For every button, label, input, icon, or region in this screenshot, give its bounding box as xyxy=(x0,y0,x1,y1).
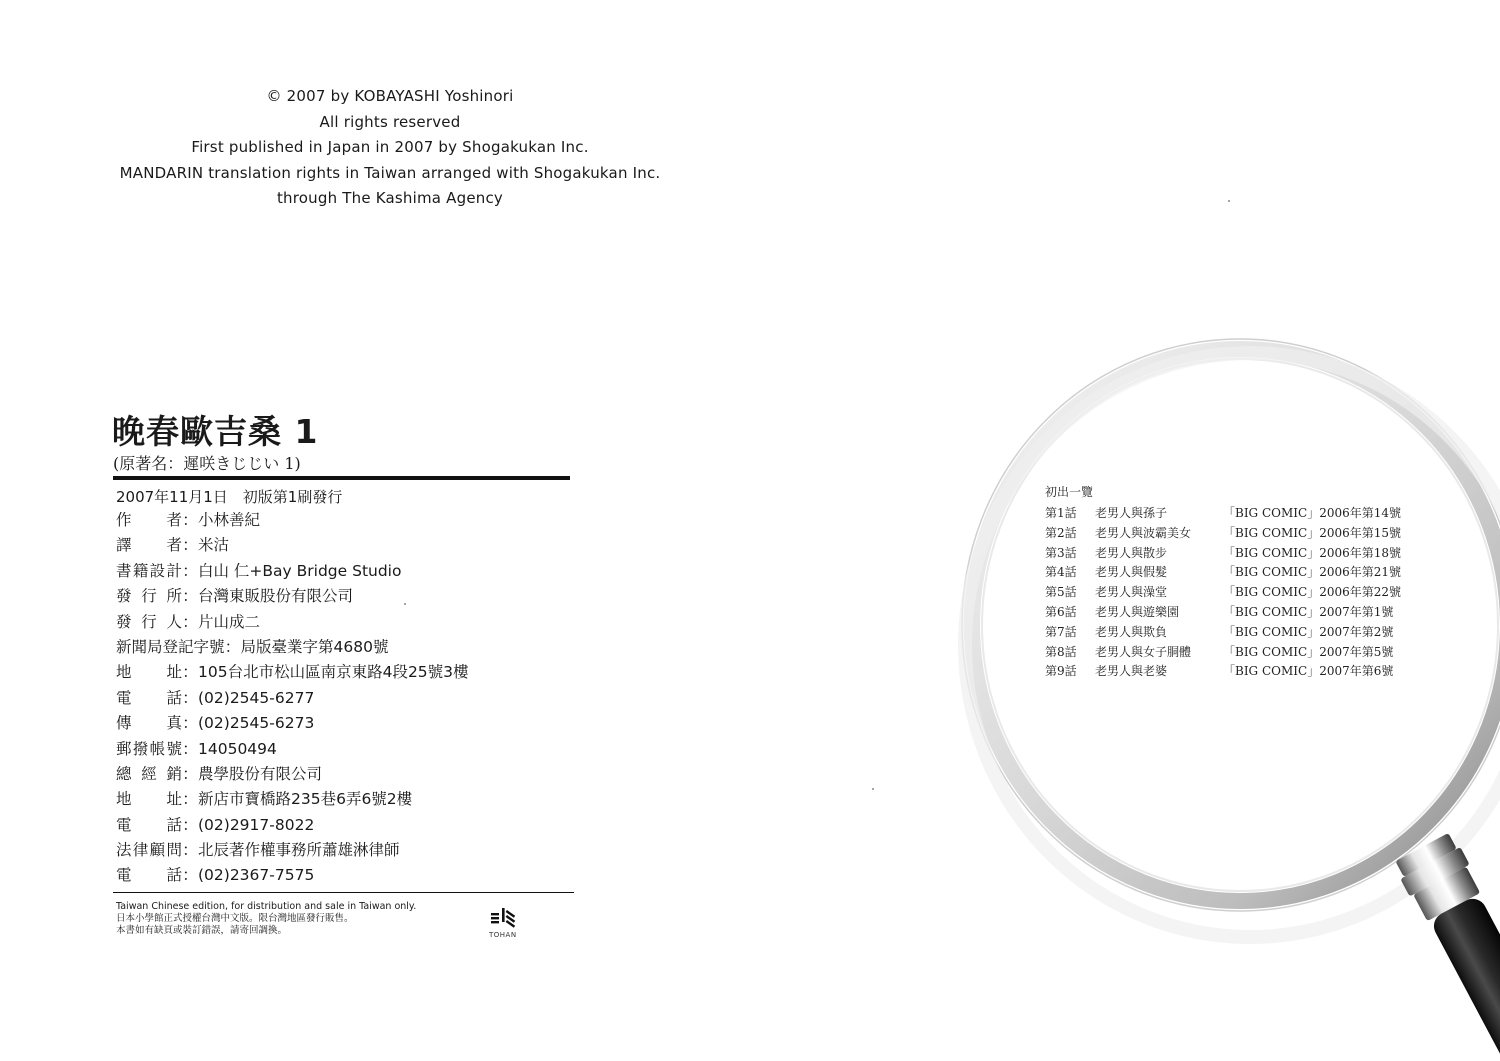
footer-note: 本書如有缺頁或裝訂錯誤，請寄回調換。 xyxy=(116,925,288,936)
info-row xyxy=(116,711,576,736)
info-value: 片山成二 xyxy=(198,612,261,631)
info-value: 14050494 xyxy=(198,739,277,758)
toc-title: 老男人與孫子 xyxy=(1095,506,1168,520)
info-value: 北辰著作權事務所蕭雄淋律師 xyxy=(198,841,400,860)
info-row xyxy=(116,737,576,762)
info-value: 新店市寶橋路235巷6弄6號2樓 xyxy=(198,790,413,809)
info-label: 法律顧問 xyxy=(116,841,182,860)
info-value: 台灣東販股份有限公司 xyxy=(198,587,354,606)
toc-title: 老男人與遊樂園 xyxy=(1095,604,1180,619)
copyright-line: through The Kashima Agency xyxy=(276,189,504,207)
info-row xyxy=(116,686,576,711)
info-row xyxy=(116,863,576,888)
info-colon: ： xyxy=(182,612,198,631)
info-colon: ： xyxy=(182,815,198,834)
toc-source: 「BIG COMIC」2006年第15號 xyxy=(1223,525,1401,540)
toc-entry xyxy=(1045,623,1413,643)
toc-heading: 初出一覽 xyxy=(1045,485,1094,499)
info-colon: ： xyxy=(182,536,198,555)
info-label: 電話 xyxy=(116,815,182,834)
footer-note: Taiwan Chinese edition, for distribution and sale in Taiwan only. xyxy=(116,901,417,912)
toc-entry xyxy=(1045,662,1413,682)
toc-source: 「BIG COMIC」2007年第5號 xyxy=(1223,644,1394,659)
book-title: 晚春歐吉桑 1 xyxy=(112,412,319,451)
info-row xyxy=(116,559,576,584)
toc-source: 「BIG COMIC」2007年第2號 xyxy=(1223,624,1394,639)
info-row xyxy=(116,610,576,635)
toc-source: 「BIG COMIC」2006年第18號 xyxy=(1223,545,1401,560)
info-label: 郵撥帳號 xyxy=(116,739,182,758)
info-row xyxy=(116,660,576,685)
toc-episode: 第7話 xyxy=(1045,624,1077,639)
toc-title: 老男人與散步 xyxy=(1095,545,1168,560)
info-label: 作者 xyxy=(116,511,182,529)
toc-entry xyxy=(1045,524,1413,544)
tohan-logo-text: TOHAN xyxy=(489,931,517,939)
copyright-line: All rights reserved xyxy=(319,112,461,131)
info-label: 總經銷 xyxy=(116,764,182,783)
info-value: 105台北市松山區南京東路4段25號3樓 xyxy=(198,663,469,682)
title-divider xyxy=(113,476,570,480)
toc-episode: 第2話 xyxy=(1045,525,1077,540)
toc-episode: 第6話 xyxy=(1045,604,1077,619)
info-label: 新聞局登記字號 xyxy=(116,637,225,656)
info-label: 書籍設計 xyxy=(116,561,182,580)
info-colon: ： xyxy=(182,688,198,707)
scan-speck xyxy=(404,603,406,605)
info-value: 米沽 xyxy=(198,536,230,555)
toc-source: 「BIG COMIC」2007年第6號 xyxy=(1223,664,1394,679)
toc-source: 「BIG COMIC」2006年第22號 xyxy=(1223,585,1401,600)
info-row xyxy=(116,533,576,558)
info-value: (02)2917-8022 xyxy=(198,815,315,834)
publication-info xyxy=(116,508,576,889)
scan-speck xyxy=(872,788,874,790)
toc-entry xyxy=(1045,603,1413,623)
first-appearance-list xyxy=(1045,484,1413,682)
info-value: (02)2545-6277 xyxy=(198,688,315,707)
info-row xyxy=(116,813,576,838)
info-value: 小林善紀 xyxy=(198,511,261,529)
copyright-line: First published in Japan in 2007 by Shogakukan Inc. xyxy=(191,138,589,156)
toc-entry xyxy=(1045,504,1413,524)
info-label: 電話 xyxy=(116,866,182,885)
info-colon: ： xyxy=(182,764,198,783)
info-colon: ： xyxy=(182,587,198,606)
toc-episode: 第8話 xyxy=(1045,644,1077,659)
info-label: 傳真 xyxy=(116,714,182,733)
scan-speck xyxy=(1228,200,1230,202)
info-row xyxy=(116,635,576,660)
info-value: (02)2545-6273 xyxy=(198,714,315,733)
info-label: 發行人 xyxy=(116,612,182,631)
footer-note: 日本小學館正式授權台灣中文版。限台灣地區發行販售。 xyxy=(116,913,354,924)
toc-title: 老男人與老婆 xyxy=(1095,664,1168,679)
toc-entry xyxy=(1045,643,1413,663)
info-colon: ： xyxy=(182,511,198,529)
info-row xyxy=(116,762,576,787)
toc-episode: 第9話 xyxy=(1045,664,1077,679)
toc-title: 老男人與欺負 xyxy=(1095,624,1168,639)
toc-title: 老男人與假髮 xyxy=(1095,565,1168,580)
info-row xyxy=(116,584,576,609)
info-label: 譯者 xyxy=(116,536,182,555)
toc-title: 老男人與波霸美女 xyxy=(1095,525,1192,540)
footer-notes xyxy=(116,901,416,937)
info-colon: ： xyxy=(224,637,241,656)
toc-episode: 第4話 xyxy=(1045,565,1077,580)
info-value: (02)2367-7575 xyxy=(198,866,315,885)
toc-source: 「BIG COMIC」2007年第1號 xyxy=(1223,604,1394,619)
toc-episode: 第5話 xyxy=(1045,585,1077,600)
info-label: 電話 xyxy=(116,688,182,707)
toc-source: 「BIG COMIC」2006年第14號 xyxy=(1223,506,1401,520)
info-row xyxy=(116,508,576,533)
toc-episode: 第3話 xyxy=(1045,545,1077,560)
info-colon: ： xyxy=(182,663,198,682)
copyright-line: MANDARIN translation rights in Taiwan arranged with Shogakukan Inc. xyxy=(119,163,661,182)
info-colon: ： xyxy=(182,714,198,733)
edition-line: 2007年11月1日 初版第1刷發行 xyxy=(116,488,343,506)
toc-entry xyxy=(1045,583,1413,603)
toc-title: 老男人與澡堂 xyxy=(1095,585,1168,600)
info-value: 農學股份有限公司 xyxy=(198,764,323,783)
footer-divider xyxy=(113,892,574,893)
info-colon: ： xyxy=(182,841,198,860)
info-colon: ： xyxy=(182,561,198,580)
info-label: 地址 xyxy=(116,790,182,809)
copyright-line: © 2007 by KOBAYASHI Yoshinori xyxy=(266,87,514,105)
toc-entry xyxy=(1045,544,1413,564)
info-label: 地址 xyxy=(116,663,182,682)
copyright-block xyxy=(110,84,670,212)
original-title: (原著名：遲咲きじじい 1) xyxy=(113,454,301,473)
info-row xyxy=(116,838,576,863)
info-colon: ： xyxy=(182,866,198,885)
toc-episode: 第1話 xyxy=(1045,506,1077,520)
info-colon: ： xyxy=(182,790,198,809)
info-value: 局版臺業字第4680號 xyxy=(240,637,389,656)
toc-title: 老男人與女子胴體 xyxy=(1095,644,1192,659)
info-value: 白山 仁+Bay Bridge Studio xyxy=(198,561,402,580)
info-colon: ： xyxy=(182,739,198,758)
toc-source: 「BIG COMIC」2006年第21號 xyxy=(1223,565,1401,580)
info-row xyxy=(116,787,576,812)
info-label: 發行所 xyxy=(116,587,182,606)
toc-entry xyxy=(1045,563,1413,583)
